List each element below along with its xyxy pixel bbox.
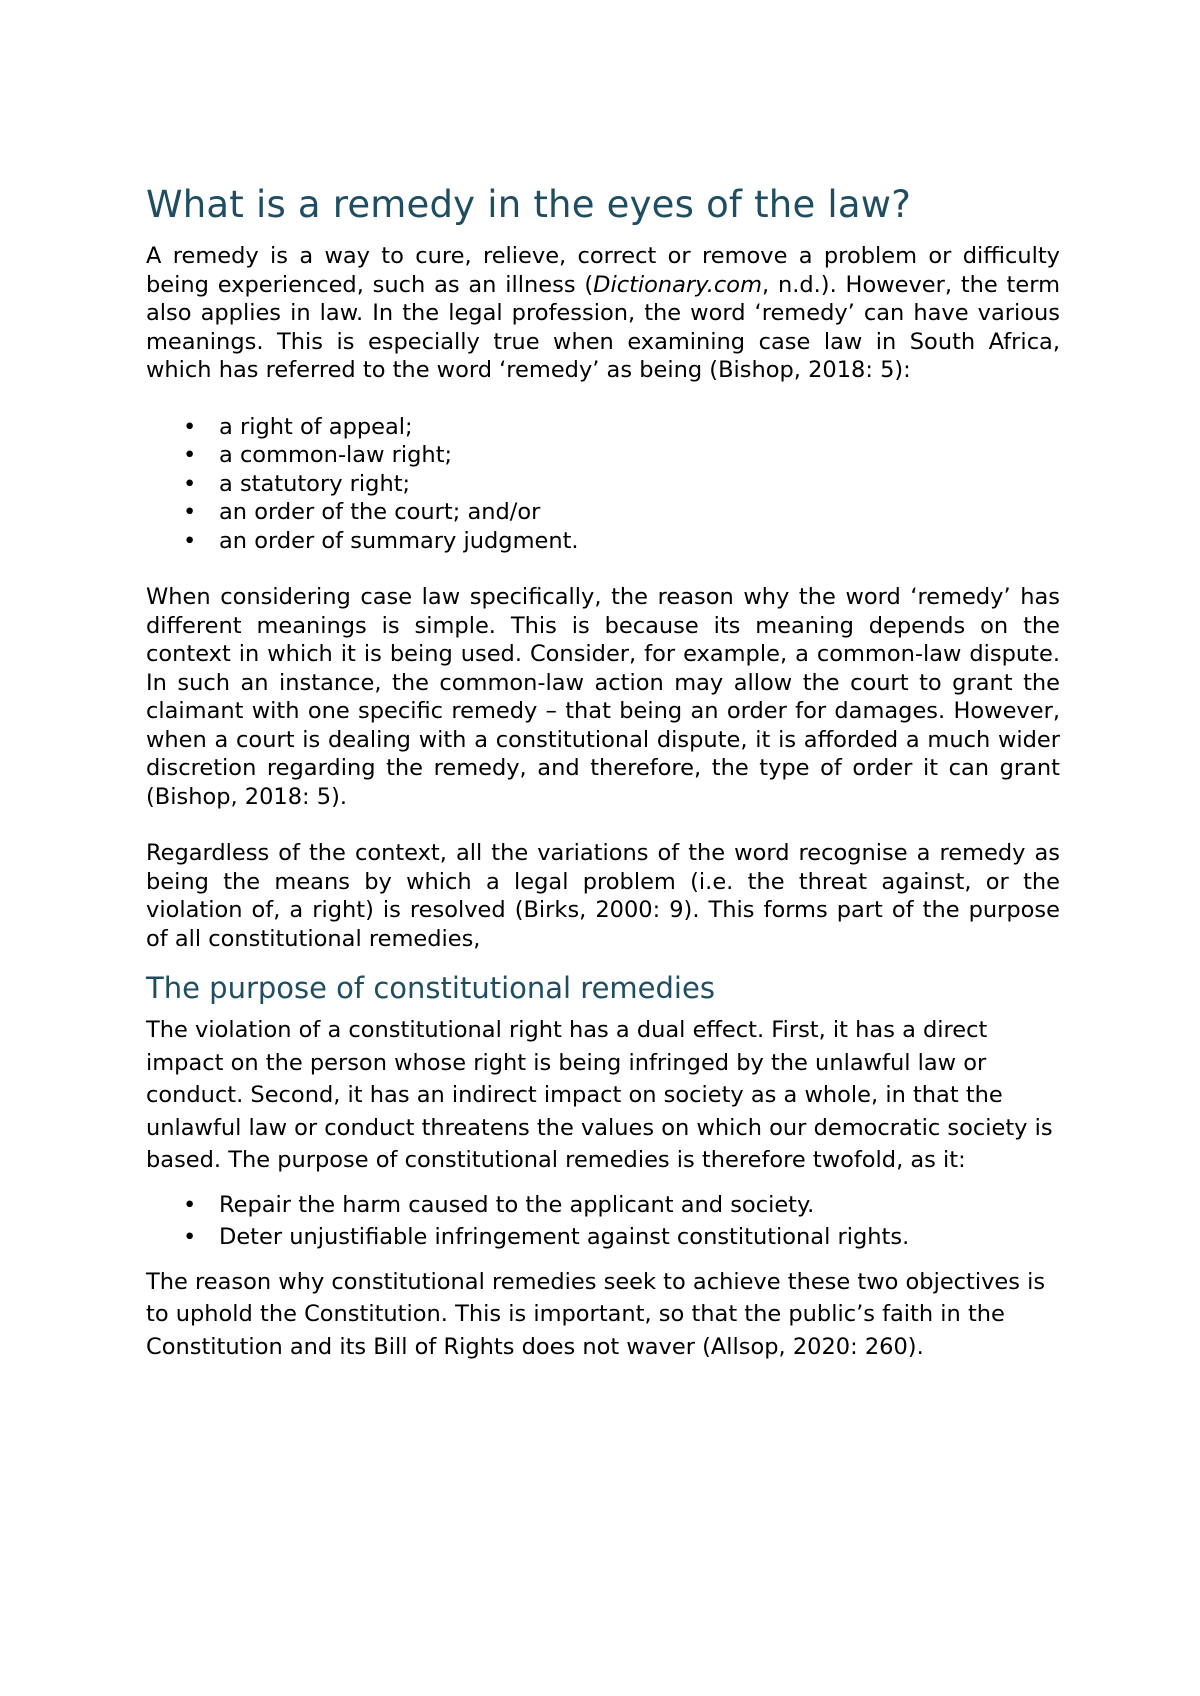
section1-title: What is a remedy in the eyes of the law? [146, 183, 912, 226]
list-item [146, 1221, 1060, 1254]
intro-text-before: A remedy is a way to cure, relieve, correct or remove a problem or difficulty being experienced, such as an illness ( [146, 243, 1060, 298]
bullet-icon: • [183, 470, 197, 497]
section2-paragraph-1: The violation of a constitutional right has a dual effect. First, it has a direct impact on the person whose right is being infringed by the unlawful law or conduct. Second, it has an indirect impact on society as a whole, in that the unlawful law or conduct threatens the values on which our democratic society is based. The purpose of constitutional remedies is therefore twofold, as it: [146, 1017, 1053, 1173]
section1-paragraph-3: Regardless of the context, all the variations of the word recognise a remedy as being the means by which a legal problem (i.e. the threat against, or the violation of, a right) is resolved (Birks, 2000: 9). This forms part of the purpose of all constitutional remedies, [146, 840, 1060, 952]
list-item-text: an order of the court; and/or [219, 499, 541, 525]
document-page [146, 180, 1060, 1363]
list-item-text: a common-law right; [219, 442, 453, 468]
list-item-text: an order of summary judgment. [219, 527, 579, 554]
bullet-icon: • [183, 1191, 197, 1218]
intro-text-italic: Dictionary.com [593, 271, 762, 298]
section1-intro-paragraph [146, 242, 1060, 385]
list-item [146, 527, 1060, 556]
list-item [146, 1189, 1060, 1222]
list-item-text: a statutory right; [219, 470, 411, 497]
list-item [146, 441, 1060, 470]
list-item [146, 470, 1060, 499]
section1-paragraph-2: When considering case law specifically, the reason why the word ‘remedy’ has different meanings is simple. This is because its meaning depends on the context in which it is being used. Consider, for example, a common-law dispute. In such an instance, the common-law action may allow the court to grant the claimant with one specific remedy – that being an order for damages. However, when a court is dealing with a constitutional dispute, it is afforded a much wider discretion regarding the remedy, and therefore, the type of order it can grant (Bishop, 2018: 5). [146, 584, 1060, 810]
list-item [146, 498, 1060, 527]
bullet-icon: • [183, 413, 197, 440]
list-item-text: Deter unjustifiable infringement against constitutional rights. [219, 1224, 910, 1250]
section2-title: The purpose of constitutional remedies [146, 971, 715, 1005]
remedy-meanings-list [146, 413, 1060, 556]
remedy-purpose-list [146, 1189, 1060, 1254]
bullet-icon: • [183, 527, 197, 554]
section2-paragraph-2: The reason why constitutional remedies seek to achieve these two objectives is to uphold the Constitution. This is important, so that the public’s faith in the Constitution and its Bill of Rights does not waver (Allsop, 2020: 260). [146, 1268, 1046, 1360]
bullet-icon: • [183, 442, 197, 468]
list-item-text: Repair the harm caused to the applicant and society. [219, 1191, 815, 1218]
list-item [146, 413, 1060, 442]
bullet-icon: • [183, 499, 197, 525]
bullet-icon: • [183, 1224, 197, 1250]
list-item-text: a right of appeal; [219, 413, 413, 440]
intro-text-after: , n.d.). However, the term also applies in law. In the legal profession, the word ‘remedy’ can have various meanings. This is especially true when examining case law in South Africa, which has referred to the word ‘remedy’ as being (Bishop, 2018: 5): [146, 271, 1060, 383]
